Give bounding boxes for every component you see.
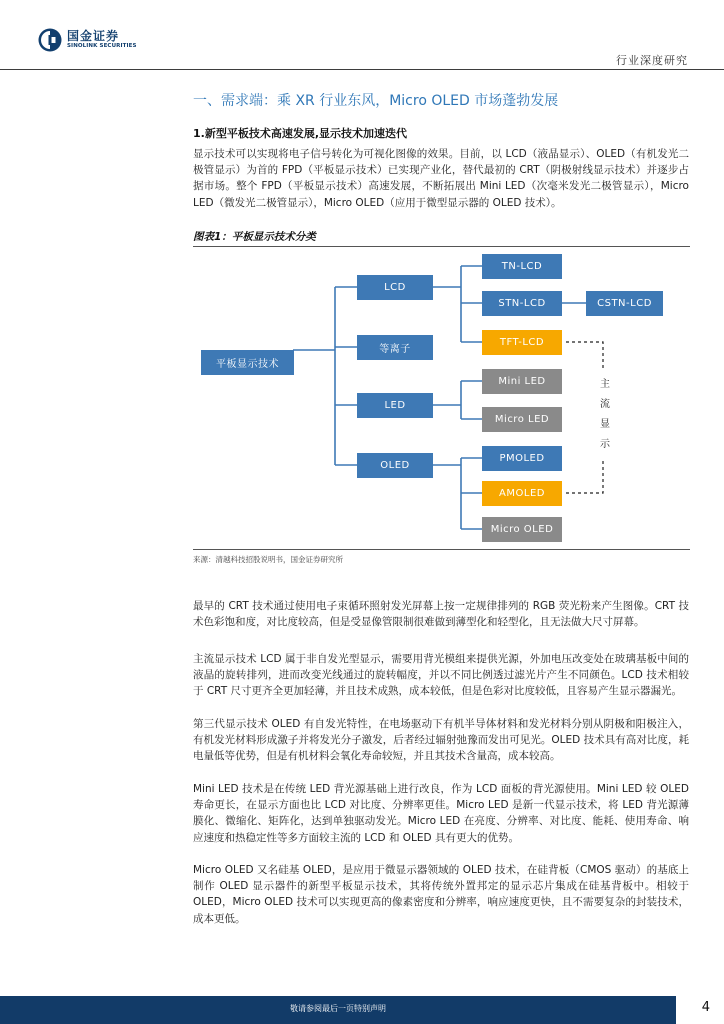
node-pmoled: PMOLED [482,446,562,471]
node-stn-lcd: STN-LCD [482,291,562,316]
node-plasma: 等离子 [357,335,433,360]
node-oled: OLED [357,453,433,478]
footer-disclaimer-note: 敬请参阅最后一页特别声明 [290,1004,386,1013]
node-micro-led: Micro LED [482,407,562,432]
node-tft-lcd: TFT-LCD [482,330,562,355]
node-lcd: LCD [357,275,433,300]
mainstream-char: 示 [600,439,610,450]
header-divider [0,69,724,70]
paragraph-lcd: 主流显示技术 LCD 属于非自发光型显示，需要用背光模组来提供光源，外加电压改变处在玻璃基板中间的液晶的旋转排列，进而改变光线通过的旋转幅度，并以不同比例透过滤光片产生不同颜色。LCD 技术相较于 CRT 尺寸更齐全更加轻薄，并且技术成熟，成本较低，但是色彩对比度较低，且容易产生显示器漏光。 [193,653,689,698]
logo-name-en: SINOLINK SECURITIES [67,43,137,49]
node-amoled: AMOLED [482,481,562,506]
intro-paragraph: 显示技术可以实现将电子信号转化为可视化图像的效果。目前，以 LCD（液晶显示）、OLED（有机发光二极管显示）为首的 FPD（平板显示技术）已实现产业化，替代最初的 CRT（阴极射线显示技术）并逐步占据市场。整个 FPD（平板显示技术）高速发展，不断拓展出 Mini LED（次毫米发光二极管显示），Micro LED（微发光二极管显示），Micro OLED（应用于微型显示器的 OLED 技术）。 [193,148,689,209]
mainstream-char: 流 [600,399,610,410]
node-flat-panel-display: 平板显示技术 [201,350,294,375]
figure-bottom-rule [193,549,690,550]
mainstream-char: 显 [600,419,610,430]
logo-name-cn: 国金证券 [67,29,120,43]
node-mini-led: Mini LED [482,369,562,394]
sub-heading: 1.新型平板技术高速发展,显示技术加速迭代 [193,127,408,140]
paragraph-crt: 最早的 CRT 技术通过使用电子束循环照射发光屏幕上按一定规律排列的 RGB 荧光粉来产生图像。CRT 技术色彩饱和度，对比度较高，但是受显像管限制很难做到薄型化和轻型化，且无法做大尺寸屏幕。 [193,600,689,629]
footer-page-tab [676,996,724,1024]
figure-source: 来源：清越科技招股说明书，国金证券研究所 [193,555,343,564]
node-led: LED [357,393,433,418]
node-micro-oled: Micro OLED [482,517,562,542]
mainstream-char: 主 [600,379,610,390]
paragraph-micro-oled: Micro OLED 又名硅基 OLED，是应用于微显示器领域的 OLED 技术，在硅背板（CMOS 驱动）的基底上制作 OLED 显示器件的新型平板显示技术，其将传统外置邦定的显示芯片集成在硅基背板中。相较于 OLED，Micro OLED 技术可以实现更高的像素密度和分辨率，响应速度更快，且不需要复杂的封装技术，成本更低。 [193,864,689,925]
figure-title: 图表1：平板显示技术分类 [193,231,316,243]
page-number: 4 [701,1000,710,1015]
company-logo [38,28,137,52]
node-tn-lcd: TN-LCD [482,254,562,279]
tech-classification-diagram [193,247,690,547]
mainstream-display-label [598,375,612,455]
section-title: 一、需求端：乘 XR 行业东风，Micro OLED 市场蓬勃发展 [193,93,559,109]
paragraph-mini-micro-led: Mini LED 技术是在传统 LED 背光源基础上进行改良，作为 LCD 面板的背光源使用。Mini LED 较 OLED 寿命更长，在显示方面也比 LCD 对比度、分辨率更佳。Micro LED 是新一代显示技术，将 LED 背光源薄膜化、微缩化、矩阵化，达到单独驱动发光。Micro LED 在亮度、分辨率、对比度、能耗、使用寿命、响应速度和热稳定性等多方面较主流的 LCD 和 OLED 具有更大的优势。 [193,783,689,844]
node-cstn-lcd: CSTN-LCD [586,291,663,316]
report-type-tag: 行业深度研究 [616,54,688,67]
sinolink-logo-icon [38,28,62,52]
paragraph-oled: 第三代显示技术 OLED 有自发光特性，在电场驱动下有机半导体材料和发光材料分别从阴极和阳极注入，有机发光材料形成激子并将发光分子激发，后者经过辐射弛豫而发出可见光。OLED 技术具有高对比度，耗电量低等优势，但是有机材料会氧化寿命较短，并且其技术含量高，成本较高。 [193,718,689,763]
